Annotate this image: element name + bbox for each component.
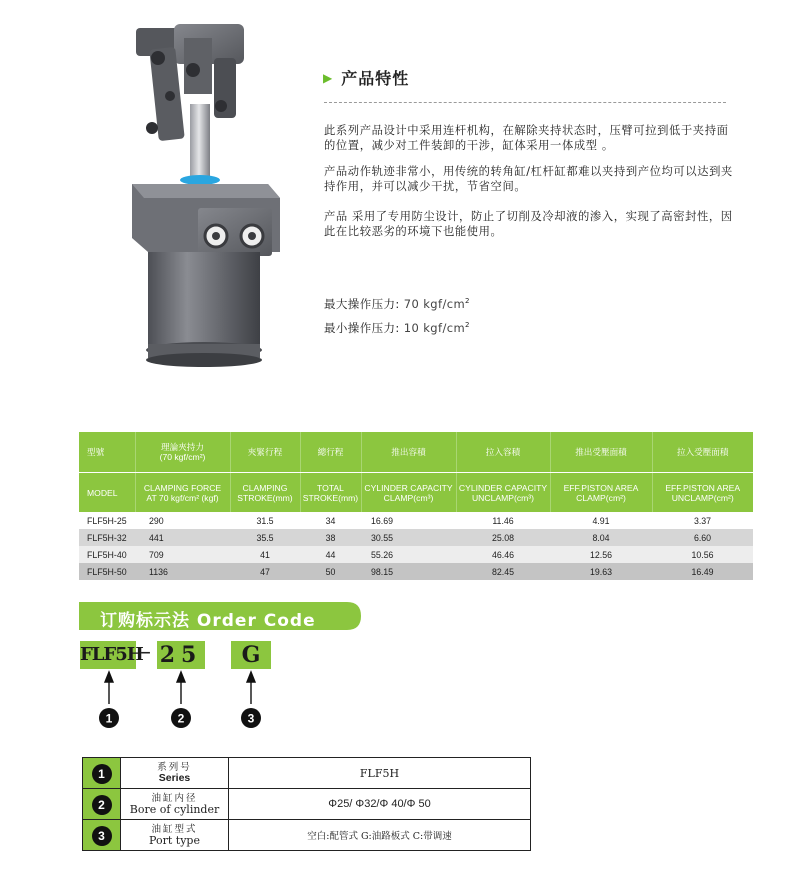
table-cell: 19.63 (550, 563, 652, 580)
table-cell: 441 (135, 529, 230, 546)
seal-ring (180, 175, 220, 185)
marker-2-icon (171, 708, 191, 728)
pressure-unit-sup: 2 (465, 297, 470, 306)
table-cell: 16.69 (361, 512, 456, 529)
table-cell: 25.08 (456, 529, 550, 546)
legend-desc: FLF5H (229, 758, 531, 789)
legend-label-cell (121, 758, 229, 789)
table-cell: 34 (300, 512, 361, 529)
header-en: EFF.PISTON AREA CLAMP(cm²) (550, 473, 652, 513)
header-zh: 型號 (79, 432, 135, 473)
table-row (79, 512, 753, 529)
header-en: TOTAL STROKE(mm) (300, 473, 361, 513)
table-cell: 41 (230, 546, 300, 563)
legend-number-cell (83, 820, 121, 851)
code-port-box: G (231, 641, 271, 669)
number-badge: 3 (92, 826, 112, 846)
features-heading (323, 66, 409, 89)
header-zh: 總行程 (300, 432, 361, 473)
table-cell: 4.91 (550, 512, 652, 529)
number-badge: 1 (92, 764, 112, 784)
legend-label-zh: 系列号 (157, 762, 192, 773)
marker-3-icon (241, 708, 261, 728)
table-cell: 50 (300, 563, 361, 580)
header-en: EFF.PISTON AREA UNCLAMP(cm²) (652, 473, 753, 513)
legend-label-en: Bore of cylinder (129, 803, 220, 816)
order-code-legend (82, 757, 531, 851)
min-pressure (324, 320, 470, 336)
legend-row (83, 758, 531, 789)
legend-row (83, 820, 531, 851)
marker-2-label: 2 (177, 711, 185, 726)
table-cell: 47 (230, 563, 300, 580)
table-cell: 3.37 (652, 512, 753, 529)
legend-number-cell (83, 758, 121, 789)
pressure-unit-sup: 2 (465, 321, 470, 330)
legend-label-en: Port type (149, 834, 200, 847)
table-cell: 35.5 (230, 529, 300, 546)
header-zh: 理論夾持力 (70 kgf/cm²) (135, 432, 230, 473)
table-cell: 16.49 (652, 563, 753, 580)
table-row (79, 529, 753, 546)
legend-label-en: Series (158, 772, 191, 784)
header-en: MODEL (79, 473, 135, 513)
cylinder-body (148, 252, 260, 350)
header-zh: 夾緊行程 (230, 432, 300, 473)
table-cell: 98.15 (361, 563, 456, 580)
marker-3-label: 3 (247, 711, 255, 726)
code-dash: – (140, 640, 151, 665)
triangle-bullet-icon: ▶ (323, 71, 334, 85)
legend-desc: 空白:配管式 G:油路板式 C:带调速 (229, 820, 531, 851)
table-cell: FLF5H-40 (79, 546, 135, 563)
table-cell: 44 (300, 546, 361, 563)
legend-desc: Φ25/ Φ32/Φ 40/Φ 50 (229, 789, 531, 820)
table-cell: 290 (135, 512, 230, 529)
table-row (79, 563, 753, 580)
marker-1-label: 1 (105, 711, 113, 726)
feature-paragraph-2: 产品动作轨迹非常小，用传统的转角缸/杠杆缸都难以夹持到产位均可以达到夹持作用，并可以减少干扰，节省空间。 (324, 165, 733, 193)
table-cell: FLF5H-50 (79, 563, 135, 580)
min-pressure-value: 10 kgf/cm (403, 321, 466, 335)
code-bore-box: 25 (157, 641, 205, 669)
table-cell: 709 (135, 546, 230, 563)
header-zh: 拉入受壓面積 (652, 432, 753, 473)
order-code-arrows (80, 670, 280, 734)
dashed-divider (324, 102, 726, 103)
min-pressure-label: 最小操作压力: (324, 321, 400, 335)
header-zh: 推出受壓面積 (550, 432, 652, 473)
piston-rod (190, 104, 210, 180)
legend-label-zh: 油缸内径 (151, 793, 198, 804)
header-en: CYLINDER CAPACITY UNCLAMP(cm³) (456, 473, 550, 513)
max-pressure-label: 最大操作压力: (324, 297, 400, 311)
number-badge: 2 (92, 795, 112, 815)
header-row-zh (79, 432, 753, 473)
header-row-en (79, 473, 753, 513)
legend-label-cell (121, 820, 229, 851)
table-cell: 10.56 (652, 546, 753, 563)
header-en: CLAMPING FORCE AT 70 kgf/cm² (kgf) (135, 473, 230, 513)
code-model-box: FLF5H (80, 641, 136, 669)
table-row (79, 546, 753, 563)
features-title: 产品特性 (341, 69, 410, 88)
header-en: CLAMPING STROKE(mm) (230, 473, 300, 513)
legend-label-zh: 油缸型式 (151, 824, 198, 835)
table-cell: 46.46 (456, 546, 550, 563)
max-pressure (324, 296, 470, 312)
feature-paragraph-3: 产品 采用了专用防尘设计，防止了切削及冷却液的渗入，实现了高密封性，因此在比较恶劣的环境下也能使用。 (324, 210, 733, 238)
table-cell: 30.55 (361, 529, 456, 546)
table-cell: 8.04 (550, 529, 652, 546)
table-cell: FLF5H-25 (79, 512, 135, 529)
header-zh: 推出容積 (361, 432, 456, 473)
table-cell: 12.56 (550, 546, 652, 563)
header-zh: 拉入容積 (456, 432, 550, 473)
legend-row (83, 789, 531, 820)
marker-1-icon (99, 708, 119, 728)
spec-table (79, 432, 753, 580)
legend-number-cell (83, 789, 121, 820)
order-code-title: 订购标示法 Order Code (100, 611, 316, 631)
feature-paragraph-1: 此系列产品设计中采用连杆机构，在解除夹持状态时，压臂可拉到低于夹持面的位置，减少对工件装卸的干涉，缸体采用一体成型 。 (324, 124, 729, 152)
table-cell: 55.26 (361, 546, 456, 563)
table-cell: 38 (300, 529, 361, 546)
legend-label-cell (121, 789, 229, 820)
table-cell: FLF5H-32 (79, 529, 135, 546)
max-pressure-value: 70 kgf/cm (403, 297, 466, 311)
table-cell: 82.45 (456, 563, 550, 580)
table-cell: 31.5 (230, 512, 300, 529)
header-en: CYLINDER CAPACITY CLAMP(cm³) (361, 473, 456, 513)
table-cell: 11.46 (456, 512, 550, 529)
table-cell: 6.60 (652, 529, 753, 546)
cylinder-head (132, 184, 280, 256)
table-cell: 1136 (135, 563, 230, 580)
product-image (118, 8, 298, 378)
